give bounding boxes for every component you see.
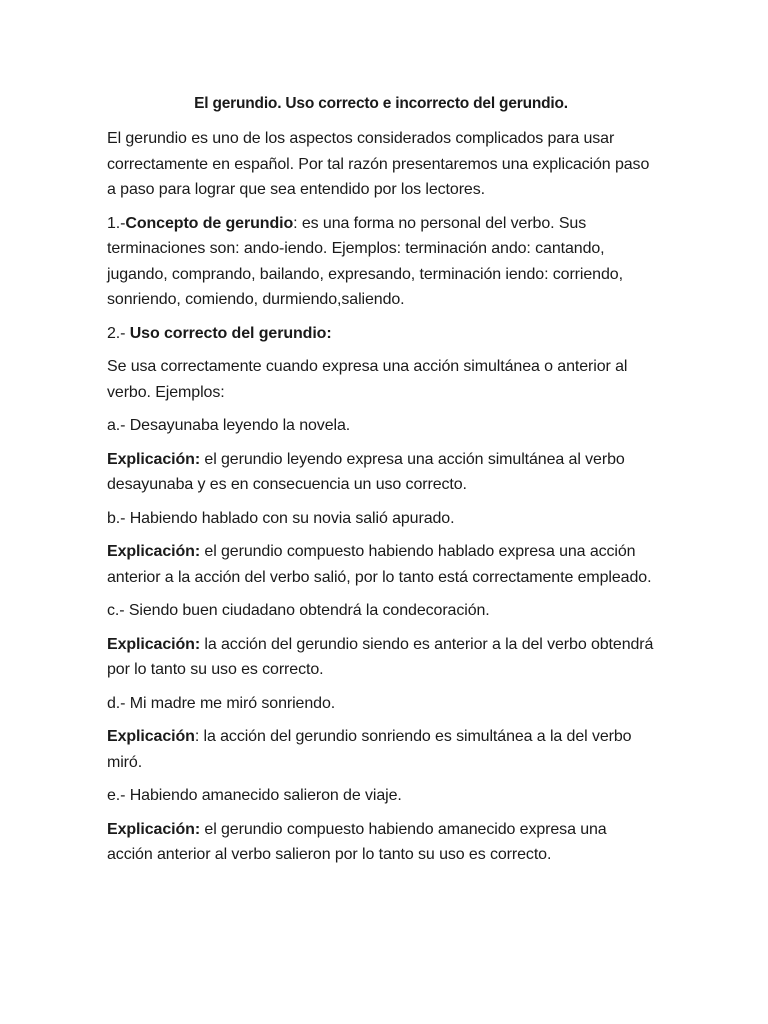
explanation-label: Explicación [107, 728, 195, 745]
explanation-label: Explicación: [107, 635, 201, 653]
section-prefix: 2.- [107, 324, 130, 342]
document-title: El gerundio. Uso correcto e incorrecto del gerundio. [194, 95, 568, 112]
example-explanation [107, 539, 655, 590]
section-uso-correcto [107, 321, 655, 347]
explanation-label: Explicación: [107, 450, 201, 468]
intro-paragraph: El gerundio es uno de los aspectos considerados complicados para usar correctamente en español. Por tal razón presentaremos una explicación paso a paso para lograr que sea entendido por los lectores. [107, 130, 650, 198]
section-heading: Concepto de gerundio [125, 214, 294, 232]
explanation-label: Explicación: [107, 820, 201, 838]
explanation-text: el gerundio compuesto habiendo amanecido expresa una acción anterior al verbo salieron por lo tanto su uso es correcto. [107, 820, 607, 863]
section-prefix: 1.- [107, 214, 126, 232]
example-sentence: e.- Habiendo amanecido salieron de viaje. [107, 787, 402, 804]
explanation-text: la acción del gerundio siendo es anterior a la del verbo obtendrá por lo tanto su uso es correcto. [107, 635, 654, 678]
example-explanation [107, 724, 655, 775]
example-sentence: b.- Habiendo hablado con su novia salió apurado. [107, 509, 455, 527]
document-content [107, 92, 655, 876]
example-sentence: a.- Desayunaba leyendo la novela. [107, 417, 351, 434]
section-text: : es una forma no personal del verbo. Sus terminaciones son: ando-iendo. Ejemplos: terminación ando: cantando, jugando, comprando, bailando, expresando, terminación iendo: corriendo, sonriendo, comiendo, durmiendo,saliendo. [107, 214, 623, 308]
example-sentence: c.- Siendo buen ciudadano obtendrá la condecoración. [107, 602, 490, 619]
section-concepto [107, 211, 655, 313]
section-heading: Uso correcto del gerundio: [129, 324, 332, 342]
example-sentence: d.- Mi madre me miró sonriendo. [107, 694, 336, 712]
example-explanation [107, 447, 655, 498]
example-explanation [107, 817, 655, 868]
explanation-text: el gerundio leyendo expresa una acción simultánea al verbo desayunaba y es en consecuencia un uso correcto. [107, 450, 625, 493]
explanation-label: Explicación: [107, 543, 201, 560]
usage-paragraph: Se usa correctamente cuando expresa una acción simultánea o anterior al verbo. Ejemplos: [107, 358, 628, 401]
example-explanation [107, 632, 655, 683]
explanation-text: el gerundio compuesto habiendo hablado expresa una acción anterior a la acción del verbo salió, por lo tanto está correctamente empleado. [107, 543, 652, 586]
explanation-text: : la acción del gerundio sonriendo es simultánea a la del verbo miró. [107, 728, 632, 771]
